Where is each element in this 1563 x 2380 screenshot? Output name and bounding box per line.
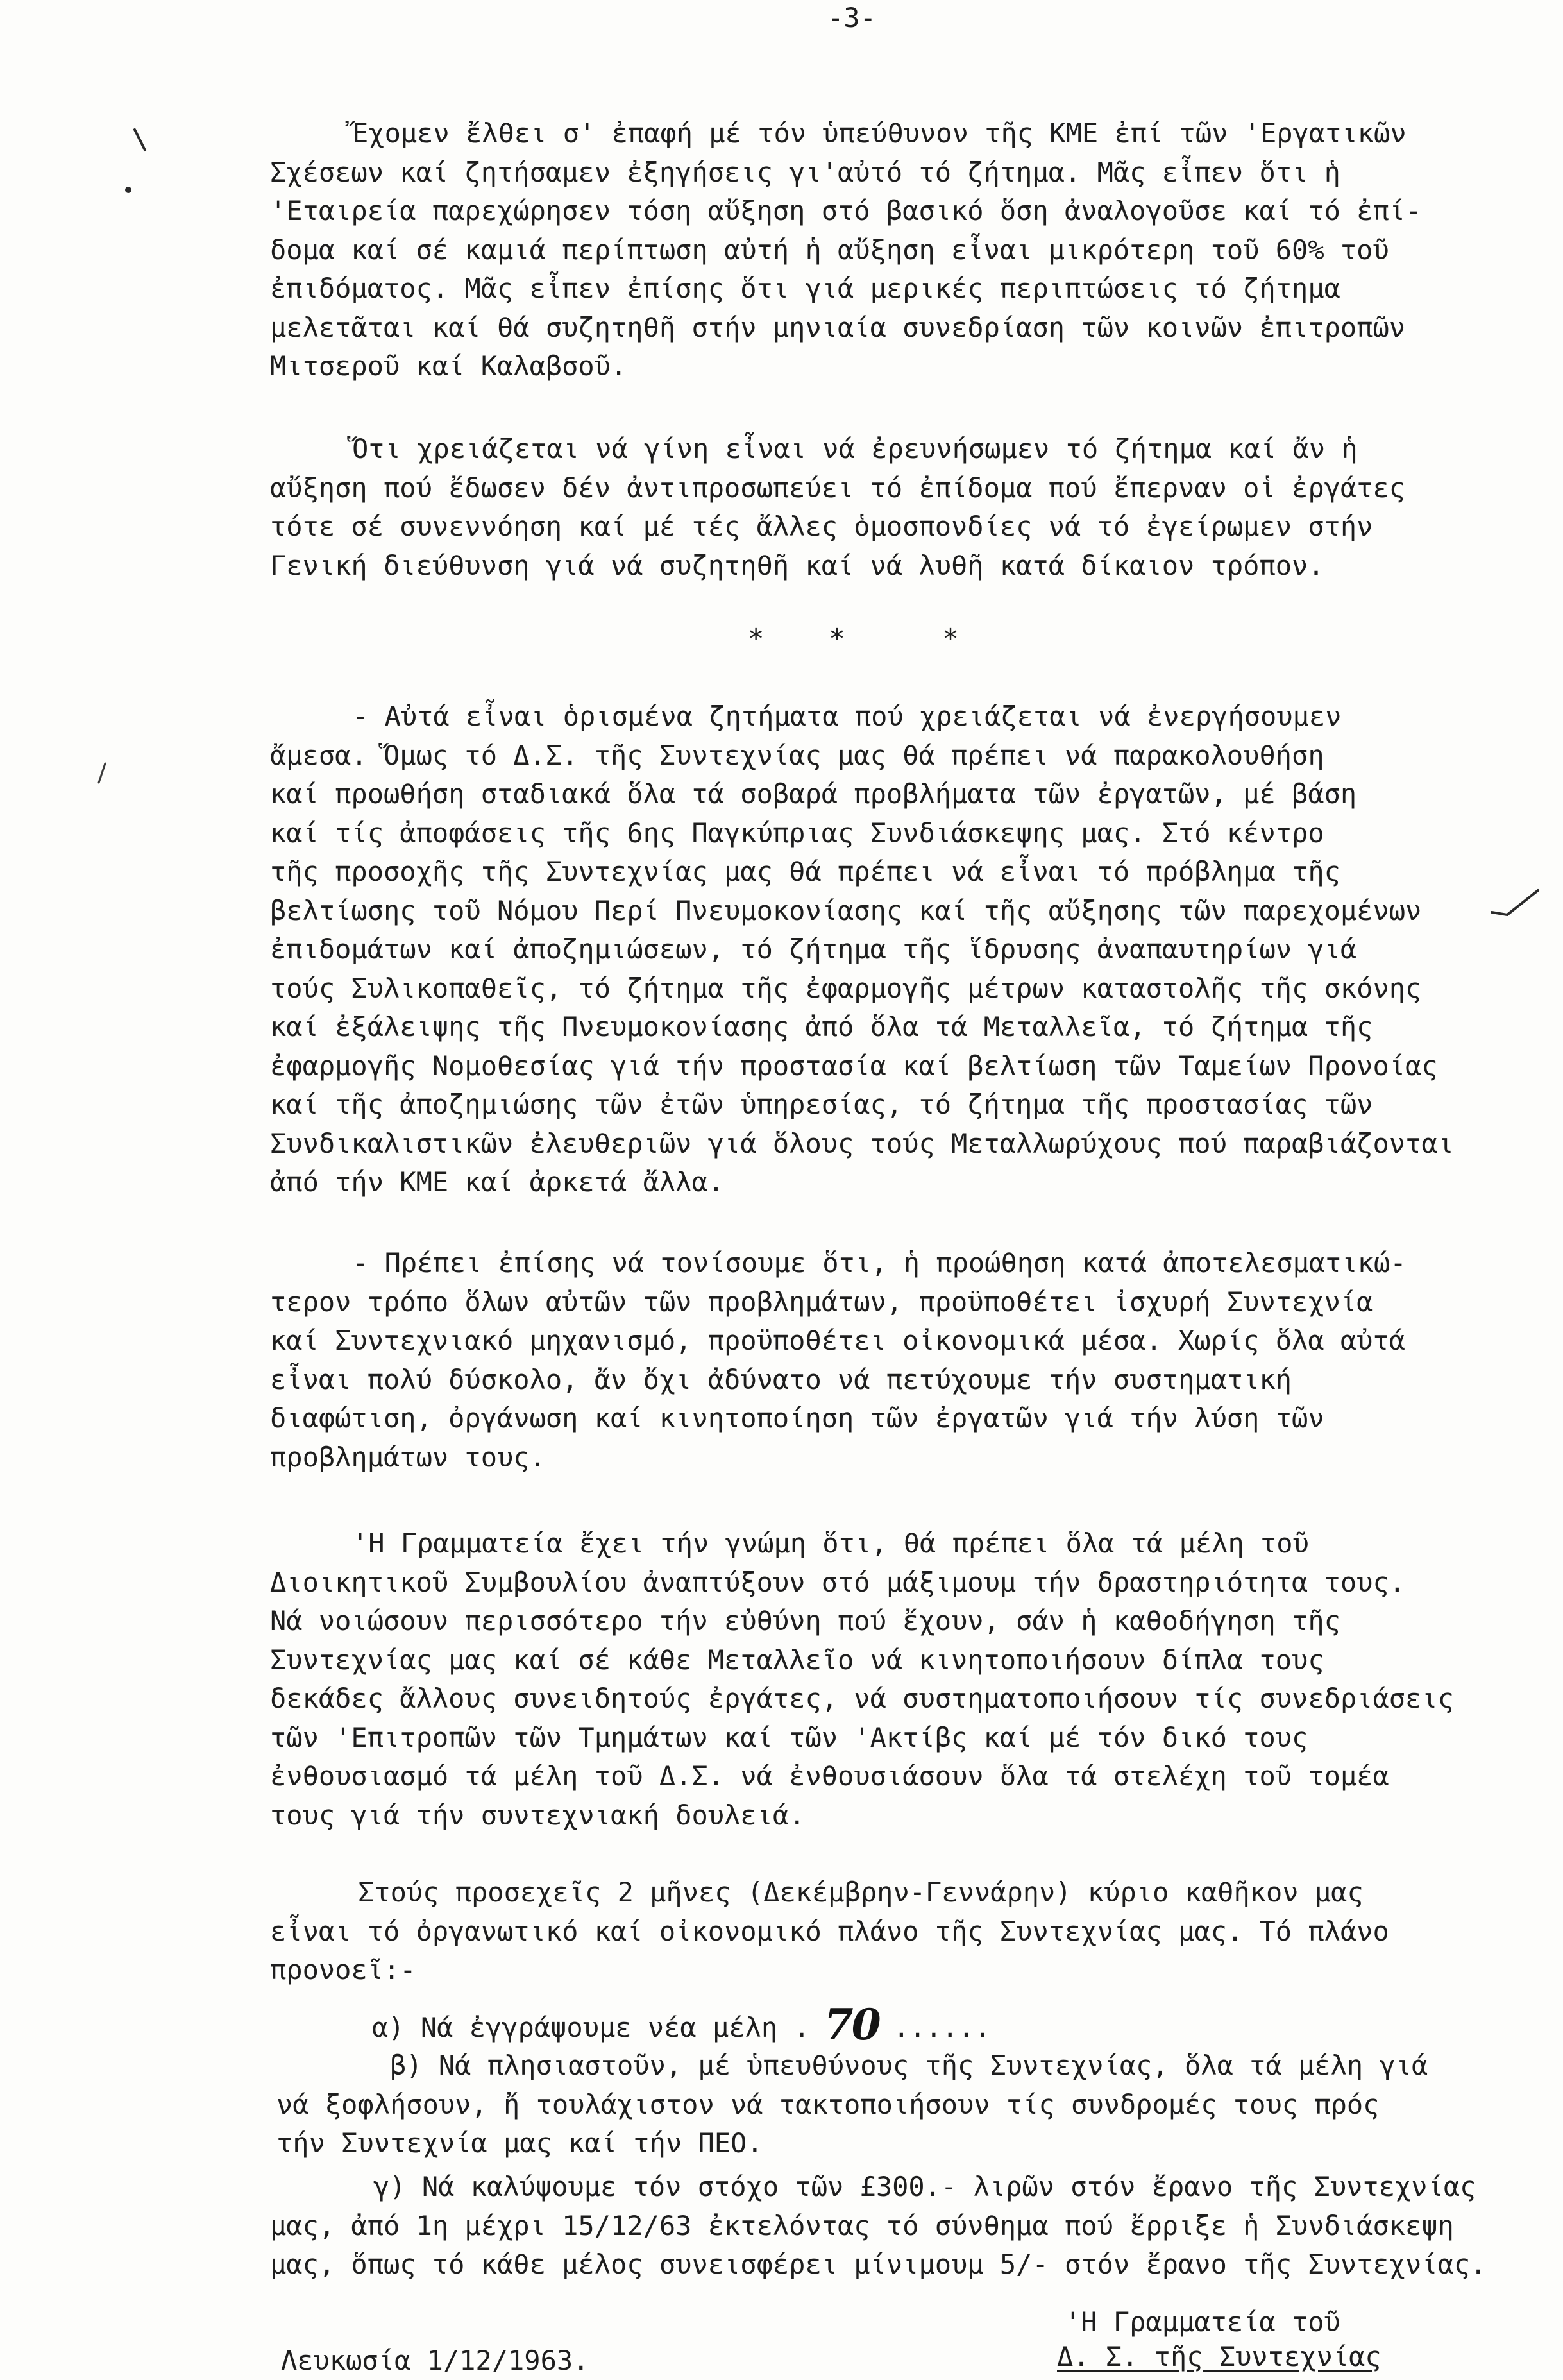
text-line: Ἔχομεν ἔλθει σ' ἐπαφή μέ τόν ὑπεύθυνον τῆς ΚΜΕ ἐπί τῶν 'Εργατικῶν (352, 117, 1407, 149)
paragraph-4 (270, 1244, 1546, 1477)
paragraph-3 (270, 697, 1546, 1202)
text-line: καί τῆς ἀποζημιώσης τῶν ἐτῶν ὑπηρεσίας, τό ζήτημα τῆς προστασίας τῶν (270, 1089, 1373, 1120)
list-marker: β) (390, 2050, 423, 2081)
plan-item-c (270, 2168, 1546, 2284)
list-item (270, 2000, 1546, 2050)
text-line: ἀπό τήν ΚΜΕ καί ἀρκετά ἄλλα. (270, 1166, 725, 1198)
list-item (276, 2046, 1553, 2086)
text-line: προβλημάτων τους. (270, 1441, 546, 1473)
text-line: τούς Συλικοπαθεῖς, τό ζήτημα τῆς ἐφαρμογῆς μέτρων καταστολῆς τῆς σκόνης (270, 972, 1422, 1004)
text-line: - Πρέπει ἐπίσης νά τονίσουμε ὅτι, ἡ προώθηση κατά ἀποτελεσματικώ- (352, 1247, 1407, 1279)
pen-stroke-icon (90, 757, 115, 789)
text-line: εἶναι πολύ δύσκολο, ἄν ὄχι ἀδύνατο νά πετύχουμε τήν συστηματική (270, 1363, 1292, 1395)
text-line: τότε σέ συνεννόηση καί μέ τές ἄλλες ὁμοσπονδίες νά τό ἐγείρωμεν στήν (270, 511, 1373, 542)
text-line: αὔξηση πού ἔδωσεν δέν ἀντιπροσωπεύει τό ἐπίδομα πού ἔπερναν οἱ ἐργάτες (270, 472, 1406, 504)
list-marker: α) (372, 2012, 405, 2043)
text-line: καί ἐξάλειψης τῆς Πνευμοκονίασης ἀπό ὅλα τά Μεταλλεῖα, τό ζήτημα τῆς (270, 1011, 1373, 1042)
text-line: τῆς προσοχῆς τῆς Συντεχνίας μας θά πρέπει νά εἶναι τό πρόβλημα τῆς (270, 856, 1340, 887)
paragraph-5 (270, 1524, 1546, 1835)
text-line: τῶν 'Επιτροπῶν τῶν Τμημάτων καί τῶν 'Ακτίβς καί μέ τόν δικό τους (270, 1721, 1308, 1753)
text-line: διαφώτιση, ὀργάνωση καί κινητοποίηση τῶν ἐργατῶν γιά τήν λύση τῶν (270, 1402, 1324, 1434)
section-separator: * * * (748, 623, 959, 654)
text-line: ἄμεσα. Ὅμως τό Δ.Σ. τῆς Συντεχνίας μας θά πρέπει νά παρακολουθήση (270, 739, 1324, 771)
text-line: βελτίωσης τοῦ Νόμου Περί Πνευμοκονίασης καί τῆς αὔξησης τῶν παρεχομένων (270, 894, 1422, 926)
text-line: Μιτσεροῦ καί Καλαβσοῦ. (270, 350, 627, 382)
text-line: καί Συντεχνιακό μηχανισμό, προϋποθέτει οἰκονομικά μέσα. Χωρίς ὅλα αὐτά (270, 1325, 1406, 1356)
text-line: Στούς προσεχεῖς 2 μῆνες (Δεκέμβρην-Γεννάρην) κύριο καθῆκον μας (358, 1876, 1364, 1908)
text-line: Γενική διεύθυνση γιά νά συζητηθῆ καί νά λυθῆ κατά δίκαιον τρόπον. (270, 549, 1324, 581)
text-line: Συνδικαλιστικῶν ἐλευθεριῶν γιά ὅλους τούς Μεταλλωρύχους πού παραβιάζονται (270, 1127, 1454, 1159)
handwritten-number: 70 (824, 2000, 879, 2050)
signature-line-1: 'Η Γραμματεία τοῦ (1065, 2306, 1340, 2338)
document-date: Λευκωσία 1/12/1963. (281, 2345, 589, 2376)
paragraph-1 (270, 114, 1546, 386)
text-line: - Αὐτά εἶναι ὁρισμένα ζητήματα πού χρειάζεται νά ἐνεργήσουμεν (352, 701, 1342, 732)
text-line: Συντεχνίας μας καί σέ κάθε Μεταλλεῖο νά κινητοποιήσουν δίπλα τους (270, 1644, 1324, 1676)
plan-item-b (276, 2046, 1553, 2163)
text-line: τήν Συντεχνία μας καί τήν ΠΕΟ. (276, 2127, 763, 2159)
text-line: ἐπιδομάτων καί ἀποζημιώσεων, τό ζήτημα τῆς ἵδρυσης ἀναπαυτηρίων γιά (270, 933, 1357, 965)
text-line: ἐνθουσιασμό τά μέλη τοῦ Δ.Σ. νά ἐνθουσιάσουν ὅλα τά στελέχη τοῦ τομέα (270, 1760, 1389, 1792)
list-item-text: Νά καλύψουμε τόν στόχο τῶν £300.- λιρῶν στόν ἔρανο τῆς Συντεχνίας (421, 2171, 1476, 2202)
text-line: μας, ἀπό 1η μέχρι 15/12/63 ἐκτελόντας τό σύνθημα πού ἔρριξε ἡ Συνδιάσκεψη (270, 2209, 1454, 2241)
text-line: Σχέσεων καί ζητήσαμεν ἐξηγήσεις γι'αὐτό τό ζήτημα. Μᾶς εἶπεν ὅτι ἡ (270, 156, 1340, 188)
text-line: μελετᾶται καί θά συζητηθῆ στήν μηνιαία συνεδρίαση τῶν κοινῶν ἐπιτροπῶν (270, 311, 1406, 343)
text-line: τερον τρόπο ὅλων αὐτῶν τῶν προβλημάτων, προϋποθέτει ἰσχυρή Συντεχνία (270, 1286, 1373, 1318)
text-line: Διοικητικοῦ Συμβουλίου ἀναπτύξουν στό μάξιμουμ τήν δραστηριότητα τους. (270, 1566, 1406, 1598)
text-line: νά ξοφλήσουν, ἤ τουλάχιστον νά τακτοποιήσουν τίς συνδρομές τους πρός (276, 2088, 1380, 2120)
paragraph-6 (270, 1873, 1546, 1990)
text-line: ἐφαρμογῆς Νομοθεσίας γιά τήν προστασία καί βελτίωση τῶν Ταμείων Προνοίας (270, 1050, 1438, 1082)
text-line: προνοεῖ:- (270, 1954, 416, 1985)
list-item-text: Νά ἐγγράψουμε νέα μέλη . (420, 2012, 810, 2043)
page-number: -3- (827, 2, 876, 33)
text-line: καί τίς ἀποφάσεις τῆς 6ης Παγκύπριας Συνδιάσκεψης μας. Στό κέντρο (270, 817, 1324, 849)
pen-stroke-icon (115, 122, 167, 205)
fill-dots: ...... (893, 2012, 991, 2043)
paragraph-2 (270, 430, 1546, 585)
text-line: ἐπιδόματος. Μᾶς εἶπεν ἐπίσης ὅτι γιά μερικές περιπτώσεις τό ζήτημα (270, 273, 1340, 304)
text-line: εἶναι τό ὀργανωτικό καί οἰκονομικό πλάνο τῆς Συντεχνίας μας. Τό πλάνο (270, 1915, 1389, 1947)
text-line: μας, ὅπως τό κάθε μέλος συνεισφέρει μίνιμουμ 5/- στόν ἔρανο τῆς Συντεχνίας. (270, 2248, 1487, 2280)
text-line: τους γιά τήν συντεχνιακή δουλειά. (270, 1799, 806, 1831)
text-line: 'Η Γραμματεία ἔχει τήν γνώμη ὅτι, θά πρέπει ὅλα τά μέλη τοῦ (352, 1527, 1309, 1559)
text-line: καί προωθήση σταδιακά ὅλα τά σοβαρά προβλήματα τῶν ἐργατῶν, μέ βάση (270, 778, 1357, 810)
list-item (270, 2168, 1546, 2207)
text-line: 'Εταιρεία παρεχώρησεν τόση αὔξηση στό βασικό ὅση ἀναλογοῦσε καί τό ἐπί- (270, 195, 1422, 226)
text-line: Ὅτι χρειάζεται νά γίνη εἶναι νά ἐρευνήσωμεν τό ζήτημα καί ἄν ἡ (352, 433, 1358, 464)
list-marker: γ) (373, 2171, 406, 2202)
text-line: Νά νοιώσουν περισσότερο τήν εὐθύνη πού ἔχουν, σάν ἡ καθοδήγηση τῆς (270, 1605, 1340, 1636)
plan-item-a (270, 2000, 1546, 2050)
text-line: δομα καί σέ καμιά περίπτωση αὐτή ἡ αὔξηση εἶναι μικρότερη τοῦ 60% τοῦ (270, 234, 1389, 266)
signature-line-2: Δ. Σ. τῆς Συντεχνίας (1057, 2341, 1381, 2372)
list-item-text: Νά πλησιαστοῦν, μέ ὑπευθύνους τῆς Συντεχνίας, ὅλα τά μέλη γιά (438, 2050, 1428, 2081)
text-line: δεκάδες ἄλλους συνειδητούς ἐργάτες, νά συστηματοποιήσουν τίς συνεδριάσεις (270, 1683, 1454, 1714)
